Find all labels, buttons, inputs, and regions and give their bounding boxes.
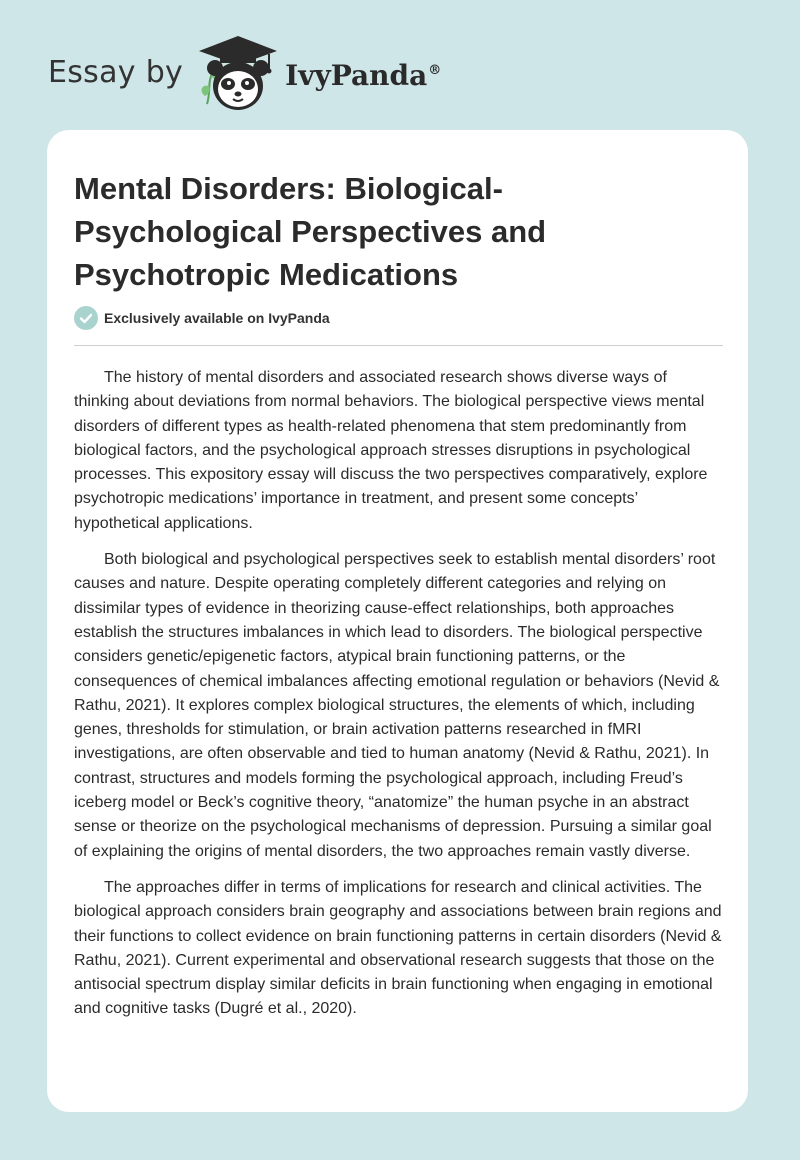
essay-card — [47, 130, 748, 1112]
check-circle-icon — [74, 306, 98, 330]
registered-mark: ® — [428, 63, 442, 79]
site-header — [48, 34, 441, 114]
brand-name[interactable]: IvyPanda® — [285, 58, 442, 92]
brand-prefix: Essay by — [48, 54, 184, 90]
title-divider — [74, 345, 723, 346]
exclusive-badge — [74, 306, 330, 330]
essay-body — [74, 366, 726, 1034]
essay-paragraph: Both biological and psychological perspectives seek to establish mental disorders’ root causes and nature. Despite operating completely different categories and relying on dissimilar types of evidence in theorizing cause-effect relationships, both approaches establish the structures imbalances in which lead to disorders. The biological perspective considers genetic/epigenetic factors, atypical brain functioning patterns, or the consequences of chemical imbalances affecting emotional regulation or behaviors (Nevid & Rathu, 2021). It explores complex biological structures, the elements of which, including genes, thresholds for stimulation, or brain activation patterns researched in fMRI investigations, are often observable and tied to human anatomy (Nevid & Rathu, 2021). In contrast, structures and models forming the psychological approach, including Freud’s iceberg model or Beck’s cognitive theory, “anatomize” the human psyche in an abstract sense or theorize on the psychological mechanisms of depression. Pursuing a similar goal of explaining the origins of mental disorders, the two approaches remain vastly diverse. — [74, 551, 720, 860]
essay-paragraph: The approaches differ in terms of implications for research and clinical activities. The biological approach considers brain geography and associations between brain regions and their functions to collect evidence on brain functioning patterns in certain disorders (Nevid & Rathu, 2021). Current experimental and observational research suggests that those on the antisocial spectrum display similar deficits in brain functioning when engaging in emotional and cognitive tasks (Dugré et al., 2020). — [74, 878, 722, 1018]
essay-title: Mental Disorders: Biological-Psychological Perspectives and Psychotropic Medications — [74, 171, 547, 292]
essay-paragraph: The history of mental disorders and associated research shows diverse ways of thinking about deviations from normal behaviors. The biological perspective views mental disorders of different types as health-related phenomena that stem predominantly from biological factors, and the psychological approach stresses disruptions in psychological processes. This expository essay will discuss the two perspectives comparatively, explore psychotropic medications’ importance in treatment, and present some concepts’ hypothetical applications. — [74, 369, 708, 532]
panda-graduate-icon[interactable] — [195, 34, 281, 114]
exclusive-badge-text: Exclusively available on IvyPanda — [104, 310, 330, 326]
